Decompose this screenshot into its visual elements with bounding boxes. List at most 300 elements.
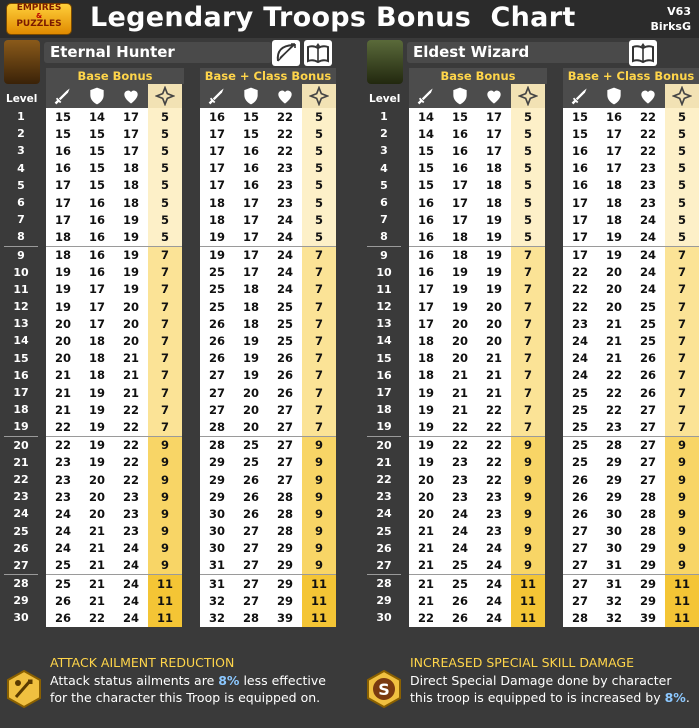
base-class-bonus-header: Base + Class Bonus xyxy=(563,68,699,84)
attack-cell: 27 xyxy=(563,592,597,609)
star-cell: 7 xyxy=(511,418,545,436)
table-row xyxy=(46,418,182,436)
attack-cell: 29 xyxy=(200,454,234,471)
sword-icon xyxy=(200,84,234,108)
defense-cell: 20 xyxy=(443,332,477,349)
star-cell: 11 xyxy=(511,575,545,593)
star-cell: 7 xyxy=(665,264,699,281)
level-cell: 21 xyxy=(13,455,29,469)
star-cell: 7 xyxy=(148,418,182,436)
defense-cell: 15 xyxy=(234,125,268,142)
defense-cell: 23 xyxy=(443,471,477,488)
defense-cell: 26 xyxy=(443,609,477,626)
level-cell: 18 xyxy=(376,403,392,417)
attack-cell: 15 xyxy=(409,160,443,177)
star-cell: 9 xyxy=(302,436,336,454)
health-cell: 22 xyxy=(477,401,511,418)
attack-cell: 20 xyxy=(46,350,80,367)
star-cell: 7 xyxy=(665,298,699,315)
health-cell: 24 xyxy=(114,575,148,593)
table-row xyxy=(563,575,699,593)
star-cell: 7 xyxy=(302,298,336,315)
defense-cell: 18 xyxy=(234,315,268,332)
table-row xyxy=(563,211,699,228)
defense-cell: 22 xyxy=(443,436,477,454)
attack-cell: 24 xyxy=(563,350,597,367)
star-cell: 11 xyxy=(665,609,699,626)
health-cell: 22 xyxy=(114,471,148,488)
star-cell: 9 xyxy=(302,557,336,575)
star-cell: 9 xyxy=(148,505,182,522)
footer-text-before: Attack status ailments are xyxy=(50,673,219,688)
attack-cell: 21 xyxy=(409,540,443,557)
base-bonus-header: Base Bonus xyxy=(409,68,547,84)
defense-cell: 20 xyxy=(234,384,268,401)
defense-cell: 26 xyxy=(443,592,477,609)
star-cell: 9 xyxy=(665,540,699,557)
table-row xyxy=(409,454,545,471)
star-cell: 9 xyxy=(511,471,545,488)
table-row xyxy=(409,592,545,609)
attack-cell: 25 xyxy=(563,384,597,401)
attack-cell: 17 xyxy=(409,298,443,315)
table-row xyxy=(200,264,336,281)
health-cell: 24 xyxy=(114,592,148,609)
level-cell: 25 xyxy=(13,524,29,538)
level-column xyxy=(4,108,38,627)
attack-cell: 28 xyxy=(200,436,234,454)
attack-cell: 24 xyxy=(46,540,80,557)
star-cell: 9 xyxy=(665,436,699,454)
health-cell: 24 xyxy=(631,281,665,298)
star-cell: 7 xyxy=(148,264,182,281)
star-icon xyxy=(511,84,545,108)
table-row xyxy=(200,246,336,264)
health-cell: 18 xyxy=(114,177,148,194)
defense-cell: 30 xyxy=(597,523,631,540)
health-cell: 24 xyxy=(268,264,302,281)
author-label: BirksG xyxy=(650,20,691,33)
table-row xyxy=(409,488,545,505)
table-row xyxy=(409,228,545,246)
empires-puzzles-logo xyxy=(6,3,72,35)
defense-cell: 30 xyxy=(597,505,631,522)
table-row xyxy=(46,350,182,367)
table-row xyxy=(200,160,336,177)
table-row xyxy=(563,160,699,177)
attack-cell: 30 xyxy=(200,540,234,557)
table-row xyxy=(409,125,545,142)
attack-cell: 17 xyxy=(200,142,234,159)
table-row xyxy=(200,557,336,575)
health-cell: 29 xyxy=(268,557,302,575)
health-cell: 22 xyxy=(477,454,511,471)
health-cell: 24 xyxy=(114,540,148,557)
table-row xyxy=(409,436,545,454)
star-cell: 9 xyxy=(148,540,182,557)
attack-cell: 15 xyxy=(46,125,80,142)
table-row xyxy=(46,523,182,540)
attack-cell: 17 xyxy=(46,177,80,194)
defense-cell: 14 xyxy=(80,108,114,125)
attack-cell: 26 xyxy=(563,471,597,488)
table-row xyxy=(563,418,699,436)
health-cell: 17 xyxy=(477,142,511,159)
sword-icon xyxy=(46,84,80,108)
star-cell: 9 xyxy=(148,488,182,505)
table-row xyxy=(563,592,699,609)
star-cell: 5 xyxy=(148,194,182,211)
health-cell: 27 xyxy=(268,471,302,488)
table-row xyxy=(563,471,699,488)
level-cell: 6 xyxy=(380,195,388,209)
health-cell: 17 xyxy=(477,108,511,125)
table-row xyxy=(409,298,545,315)
star-cell: 5 xyxy=(302,125,336,142)
level-cell: 27 xyxy=(376,558,392,572)
version-block xyxy=(651,4,691,34)
table-row xyxy=(563,194,699,211)
attack-cell: 25 xyxy=(200,298,234,315)
health-cell: 17 xyxy=(477,125,511,142)
star-cell: 5 xyxy=(511,194,545,211)
level-cell: 20 xyxy=(367,436,401,454)
star-cell: 7 xyxy=(302,367,336,384)
star-cell: 9 xyxy=(665,557,699,575)
level-cell: 29 xyxy=(13,594,29,608)
defense-cell: 17 xyxy=(234,211,268,228)
table-row xyxy=(46,142,182,159)
table-row xyxy=(46,575,182,593)
health-cell: 23 xyxy=(477,523,511,540)
attack-cell: 15 xyxy=(409,177,443,194)
health-cell: 19 xyxy=(477,211,511,228)
table-row xyxy=(563,332,699,349)
health-cell: 22 xyxy=(631,142,665,159)
attack-cell: 16 xyxy=(409,264,443,281)
level-cell: 15 xyxy=(376,351,392,365)
defense-cell: 18 xyxy=(80,367,114,384)
defense-cell: 18 xyxy=(234,298,268,315)
defense-cell: 16 xyxy=(234,177,268,194)
table-row xyxy=(409,194,545,211)
attack-cell: 19 xyxy=(200,228,234,246)
level-cell: 9 xyxy=(367,246,401,264)
health-cell: 24 xyxy=(477,557,511,575)
star-cell: 5 xyxy=(302,108,336,125)
attack-cell: 24 xyxy=(46,523,80,540)
table-row xyxy=(200,125,336,142)
defense-cell: 19 xyxy=(80,436,114,454)
table-row xyxy=(46,160,182,177)
defense-cell: 31 xyxy=(597,557,631,575)
star-cell: 5 xyxy=(665,194,699,211)
star-cell: 5 xyxy=(148,228,182,246)
level-cell: 15 xyxy=(13,351,29,365)
star-cell: 9 xyxy=(511,454,545,471)
table-row xyxy=(409,315,545,332)
special-skill-icon xyxy=(364,669,404,709)
defense-cell: 28 xyxy=(597,436,631,454)
star-cell: 11 xyxy=(665,575,699,593)
defense-cell: 15 xyxy=(80,125,114,142)
table-row xyxy=(563,350,699,367)
star-cell: 7 xyxy=(665,401,699,418)
table-row xyxy=(200,367,336,384)
troop-bonus-footer xyxy=(0,655,340,728)
level-cell: 4 xyxy=(17,161,25,175)
hero-name: Eldest Wizard xyxy=(407,42,631,63)
base-class-bonus-header: Base + Class Bonus xyxy=(200,68,336,84)
star-cell: 7 xyxy=(665,367,699,384)
health-cell: 19 xyxy=(114,211,148,228)
health-cell: 24 xyxy=(631,246,665,264)
table-row xyxy=(409,177,545,194)
health-cell: 25 xyxy=(631,298,665,315)
star-cell: 5 xyxy=(665,211,699,228)
footer-title: ATTACK AILMENT REDUCTION xyxy=(50,655,235,670)
defense-cell: 21 xyxy=(80,557,114,575)
health-cell: 18 xyxy=(114,160,148,177)
health-cell: 22 xyxy=(268,125,302,142)
attack-cell: 27 xyxy=(563,523,597,540)
attack-cell: 25 xyxy=(563,418,597,436)
table-row xyxy=(46,246,182,264)
defense-cell: 16 xyxy=(443,125,477,142)
base-bonus-header: Base Bonus xyxy=(46,68,184,84)
table-row xyxy=(200,401,336,418)
star-cell: 5 xyxy=(148,108,182,125)
defense-cell: 25 xyxy=(443,557,477,575)
defense-cell: 16 xyxy=(80,211,114,228)
footer-description xyxy=(410,672,690,706)
level-cell: 23 xyxy=(376,490,392,504)
health-cell: 27 xyxy=(631,401,665,418)
table-row xyxy=(46,471,182,488)
star-cell: 11 xyxy=(302,592,336,609)
level-cell: 3 xyxy=(17,144,25,158)
attack-cell: 20 xyxy=(46,332,80,349)
footer-description xyxy=(50,672,330,706)
table-row xyxy=(563,367,699,384)
level-cell: 21 xyxy=(376,455,392,469)
attack-cell: 24 xyxy=(563,367,597,384)
attack-cell: 31 xyxy=(200,557,234,575)
attack-cell: 29 xyxy=(200,471,234,488)
attack-cell: 21 xyxy=(409,592,443,609)
star-cell: 11 xyxy=(302,575,336,593)
level-cell: 30 xyxy=(376,611,392,625)
heart-icon xyxy=(477,84,511,108)
defense-cell: 31 xyxy=(597,575,631,593)
attack-cell: 32 xyxy=(200,592,234,609)
attack-cell: 29 xyxy=(200,488,234,505)
level-cell: 2 xyxy=(17,127,25,141)
level-cell: 3 xyxy=(380,144,388,158)
health-cell: 22 xyxy=(114,436,148,454)
defense-cell: 29 xyxy=(597,488,631,505)
health-cell: 22 xyxy=(477,436,511,454)
footer-text-after: . xyxy=(685,690,690,705)
defense-cell: 18 xyxy=(234,281,268,298)
table-row xyxy=(563,108,699,125)
attack-cell: 25 xyxy=(563,401,597,418)
star-icon xyxy=(302,84,336,108)
attack-cell: 18 xyxy=(409,350,443,367)
attack-cell: 24 xyxy=(563,332,597,349)
health-cell: 26 xyxy=(631,384,665,401)
star-cell: 7 xyxy=(511,367,545,384)
table-row xyxy=(409,609,545,626)
table-row xyxy=(46,332,182,349)
table-row xyxy=(200,350,336,367)
defense-cell: 18 xyxy=(597,177,631,194)
level-column xyxy=(367,108,401,627)
health-cell: 19 xyxy=(114,281,148,298)
defense-cell: 21 xyxy=(80,575,114,593)
star-cell: 5 xyxy=(302,160,336,177)
attack-cell: 16 xyxy=(200,108,234,125)
attack-cell: 16 xyxy=(46,160,80,177)
table-row xyxy=(563,315,699,332)
table-row xyxy=(200,436,336,454)
health-cell: 19 xyxy=(477,246,511,264)
level-cell: 16 xyxy=(13,368,29,382)
attack-cell: 19 xyxy=(46,298,80,315)
star-cell: 7 xyxy=(511,246,545,264)
level-cell: 19 xyxy=(376,420,392,434)
defense-cell: 20 xyxy=(80,505,114,522)
level-cell: 1 xyxy=(17,110,25,123)
table-row xyxy=(409,211,545,228)
level-header: Level xyxy=(6,93,38,105)
defense-cell: 19 xyxy=(443,298,477,315)
defense-cell: 20 xyxy=(443,315,477,332)
defense-cell: 27 xyxy=(234,575,268,593)
star-cell: 9 xyxy=(148,454,182,471)
attack-cell: 17 xyxy=(563,228,597,246)
health-cell: 29 xyxy=(631,575,665,593)
attack-cell: 17 xyxy=(200,160,234,177)
health-cell: 24 xyxy=(477,609,511,626)
defense-cell: 21 xyxy=(443,401,477,418)
health-cell: 19 xyxy=(114,264,148,281)
health-cell: 27 xyxy=(268,454,302,471)
defense-cell: 19 xyxy=(443,281,477,298)
hero-panel-eldest-wizard xyxy=(363,40,699,652)
attack-cell: 26 xyxy=(200,315,234,332)
table-row xyxy=(200,609,336,626)
star-cell: 5 xyxy=(511,142,545,159)
attack-cell: 15 xyxy=(409,142,443,159)
health-cell: 28 xyxy=(268,488,302,505)
defense-cell: 26 xyxy=(234,488,268,505)
base-class_bonus-table xyxy=(200,84,336,627)
level-cell: 14 xyxy=(13,334,29,348)
attack-cell: 26 xyxy=(200,332,234,349)
attack-cell: 18 xyxy=(409,332,443,349)
health-cell: 22 xyxy=(631,125,665,142)
star-cell: 5 xyxy=(665,108,699,125)
level-cell: 1 xyxy=(380,110,388,123)
table-row xyxy=(563,505,699,522)
attack-cell: 22 xyxy=(563,298,597,315)
attack-cell: 17 xyxy=(409,315,443,332)
star-cell: 5 xyxy=(302,177,336,194)
table-row xyxy=(563,142,699,159)
health-cell: 19 xyxy=(477,264,511,281)
book-icon xyxy=(629,40,657,66)
star-cell: 5 xyxy=(148,211,182,228)
star-cell: 9 xyxy=(665,523,699,540)
defense-cell: 18 xyxy=(597,211,631,228)
star-cell: 9 xyxy=(302,471,336,488)
defense-cell: 15 xyxy=(80,142,114,159)
attack-cell: 17 xyxy=(563,246,597,264)
health-cell: 19 xyxy=(477,281,511,298)
level-cell: 17 xyxy=(376,386,392,399)
level-cell: 17 xyxy=(13,386,29,399)
health-cell: 23 xyxy=(631,177,665,194)
defense-cell: 21 xyxy=(443,367,477,384)
health-cell: 26 xyxy=(631,367,665,384)
defense-cell: 22 xyxy=(597,384,631,401)
base-bonus-table xyxy=(409,84,545,627)
health-cell: 27 xyxy=(268,418,302,436)
defense-cell: 18 xyxy=(597,194,631,211)
defense-cell: 20 xyxy=(443,350,477,367)
table-row xyxy=(46,367,182,384)
table-row xyxy=(200,108,336,125)
defense-cell: 19 xyxy=(80,454,114,471)
health-cell: 24 xyxy=(114,609,148,626)
health-cell: 28 xyxy=(268,505,302,522)
star-cell: 5 xyxy=(302,194,336,211)
table-row xyxy=(409,384,545,401)
svg-text:S: S xyxy=(378,680,390,699)
defense-cell: 16 xyxy=(443,142,477,159)
table-row xyxy=(46,298,182,315)
level-cell: 22 xyxy=(13,472,29,486)
health-cell: 23 xyxy=(268,177,302,194)
star-cell: 9 xyxy=(511,523,545,540)
attack-cell: 22 xyxy=(409,609,443,626)
health-cell: 23 xyxy=(477,505,511,522)
star-cell: 7 xyxy=(511,350,545,367)
health-cell: 17 xyxy=(114,142,148,159)
health-cell: 22 xyxy=(477,418,511,436)
sword-icon xyxy=(409,84,443,108)
star-cell: 7 xyxy=(665,246,699,264)
table-row xyxy=(409,418,545,436)
health-cell: 19 xyxy=(477,228,511,246)
table-row xyxy=(46,125,182,142)
health-cell: 21 xyxy=(114,384,148,401)
star-cell: 7 xyxy=(665,281,699,298)
star-cell: 9 xyxy=(511,540,545,557)
star-cell: 5 xyxy=(148,142,182,159)
star-cell: 5 xyxy=(511,108,545,125)
attack-cell: 26 xyxy=(200,350,234,367)
table-row xyxy=(563,384,699,401)
health-cell: 27 xyxy=(631,418,665,436)
health-cell: 28 xyxy=(268,523,302,540)
health-cell: 18 xyxy=(477,194,511,211)
attack-cell: 25 xyxy=(200,281,234,298)
defense-cell: 20 xyxy=(597,281,631,298)
defense-cell: 27 xyxy=(234,523,268,540)
table-row xyxy=(200,575,336,593)
